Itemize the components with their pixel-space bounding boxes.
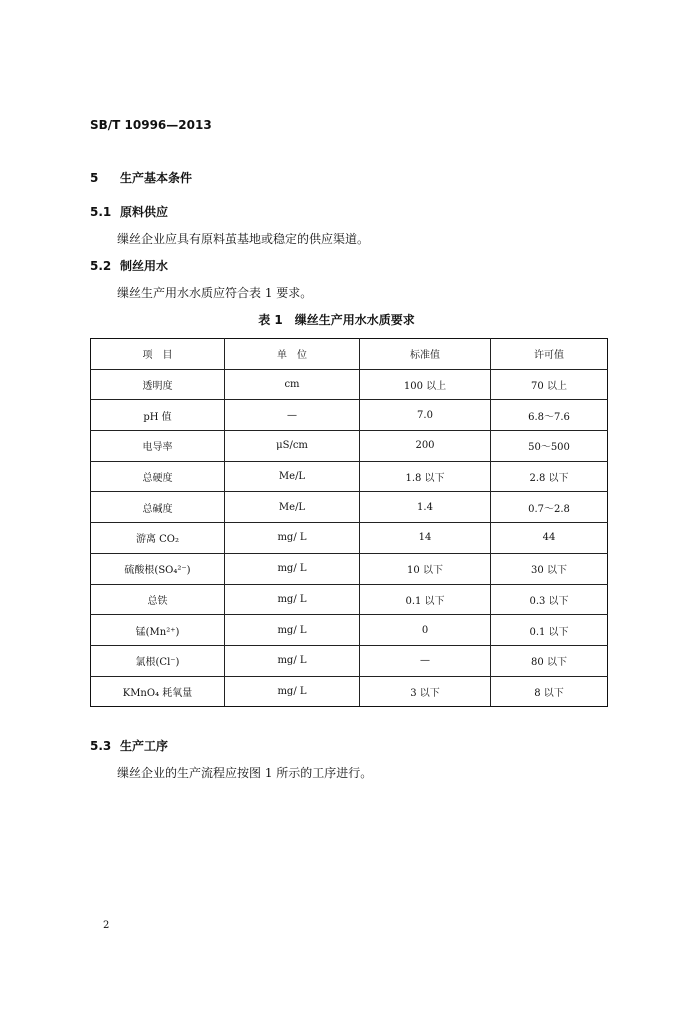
table-cell: 0.7～2.8 — [491, 492, 608, 523]
table-row — [91, 461, 608, 492]
table-cell: 6.8～7.6 — [491, 400, 608, 431]
section-number: 5.1 — [90, 205, 112, 219]
section-5-3-heading — [90, 737, 168, 754]
table-cell: 0 — [360, 615, 491, 646]
table-cell: 游离 CO₂ — [91, 523, 225, 554]
section-title: 制丝用水 — [120, 259, 169, 273]
page-number: 2 — [103, 920, 110, 931]
table-row — [91, 400, 608, 431]
table-cell: pH 值 — [91, 400, 225, 431]
table-cell: 100 以上 — [360, 369, 491, 400]
table-cell: cm — [225, 369, 360, 400]
table-cell: 50～500 — [491, 431, 608, 462]
table-caption: 表 1 缫丝生产用水水质要求 — [258, 313, 415, 327]
table-cell: 0.3 以下 — [491, 584, 608, 615]
table-cell: mg/ L — [225, 676, 360, 707]
section-number: 5.2 — [90, 259, 112, 273]
table-cell: mg/ L — [225, 523, 360, 554]
table-cell: — — [225, 400, 360, 431]
table-cell: KMnO₄ 耗氧量 — [91, 676, 225, 707]
section-number: 5.3 — [90, 739, 112, 753]
table-cell: 70 以上 — [491, 369, 608, 400]
section-title: 生产工序 — [120, 739, 169, 753]
table-cell: mg/ L — [225, 615, 360, 646]
table-row — [91, 553, 608, 584]
table-cell: 10 以下 — [360, 553, 491, 584]
table-cell: 0.1 以下 — [491, 615, 608, 646]
table-cell: — — [360, 645, 491, 676]
table-cell: 7.0 — [360, 400, 491, 431]
table-cell: 透明度 — [91, 369, 225, 400]
paragraph-water: 缫丝生产用水水质应符合表 1 要求。 — [117, 286, 313, 300]
table-header-row — [91, 339, 608, 370]
section-5-heading — [90, 169, 192, 186]
table-cell: 30 以下 — [491, 553, 608, 584]
table-cell: 2.8 以下 — [491, 461, 608, 492]
section-5-1-heading — [90, 203, 168, 220]
table-cell: 0.1 以下 — [360, 584, 491, 615]
column-header: 项 目 — [91, 339, 225, 370]
section-5-2-heading — [90, 257, 168, 274]
table-row — [91, 369, 608, 400]
section-title: 原料供应 — [120, 205, 169, 219]
table-cell: 200 — [360, 431, 491, 462]
table-cell: μS/cm — [225, 431, 360, 462]
table-cell: 3 以下 — [360, 676, 491, 707]
table-cell: mg/ L — [225, 584, 360, 615]
table-row — [91, 492, 608, 523]
table-cell: 总铁 — [91, 584, 225, 615]
table-cell: mg/ L — [225, 645, 360, 676]
table-cell: 14 — [360, 523, 491, 554]
table-cell: 8 以下 — [491, 676, 608, 707]
section-number: 5 — [90, 171, 99, 185]
paragraph-process: 缫丝企业的生产流程应按图 1 所示的工序进行。 — [117, 766, 373, 780]
table-row — [91, 615, 608, 646]
table-row — [91, 431, 608, 462]
table-cell: 80 以下 — [491, 645, 608, 676]
table-cell: 氯根(Cl⁻) — [91, 645, 225, 676]
water-quality-table — [90, 338, 608, 707]
table-row — [91, 584, 608, 615]
table-cell: 锰(Mn²⁺) — [91, 615, 225, 646]
table-cell: 硫酸根(SO₄²⁻) — [91, 553, 225, 584]
table-cell: mg/ L — [225, 553, 360, 584]
table-row — [91, 645, 608, 676]
table-cell: Me/L — [225, 461, 360, 492]
table-cell: 电导率 — [91, 431, 225, 462]
table-cell: Me/L — [225, 492, 360, 523]
table-cell: 总碱度 — [91, 492, 225, 523]
section-title: 生产基本条件 — [120, 171, 193, 185]
table-row — [91, 523, 608, 554]
table-cell: 总硬度 — [91, 461, 225, 492]
column-header: 许可值 — [491, 339, 608, 370]
table-cell: 44 — [491, 523, 608, 554]
standard-code: SB/T 10996—2013 — [90, 118, 212, 132]
paragraph-raw-material: 缫丝企业应具有原料茧基地或稳定的供应渠道。 — [117, 232, 370, 246]
table-row — [91, 676, 608, 707]
column-header: 单 位 — [225, 339, 360, 370]
column-header: 标准值 — [360, 339, 491, 370]
table-cell: 1.4 — [360, 492, 491, 523]
table-cell: 1.8 以下 — [360, 461, 491, 492]
